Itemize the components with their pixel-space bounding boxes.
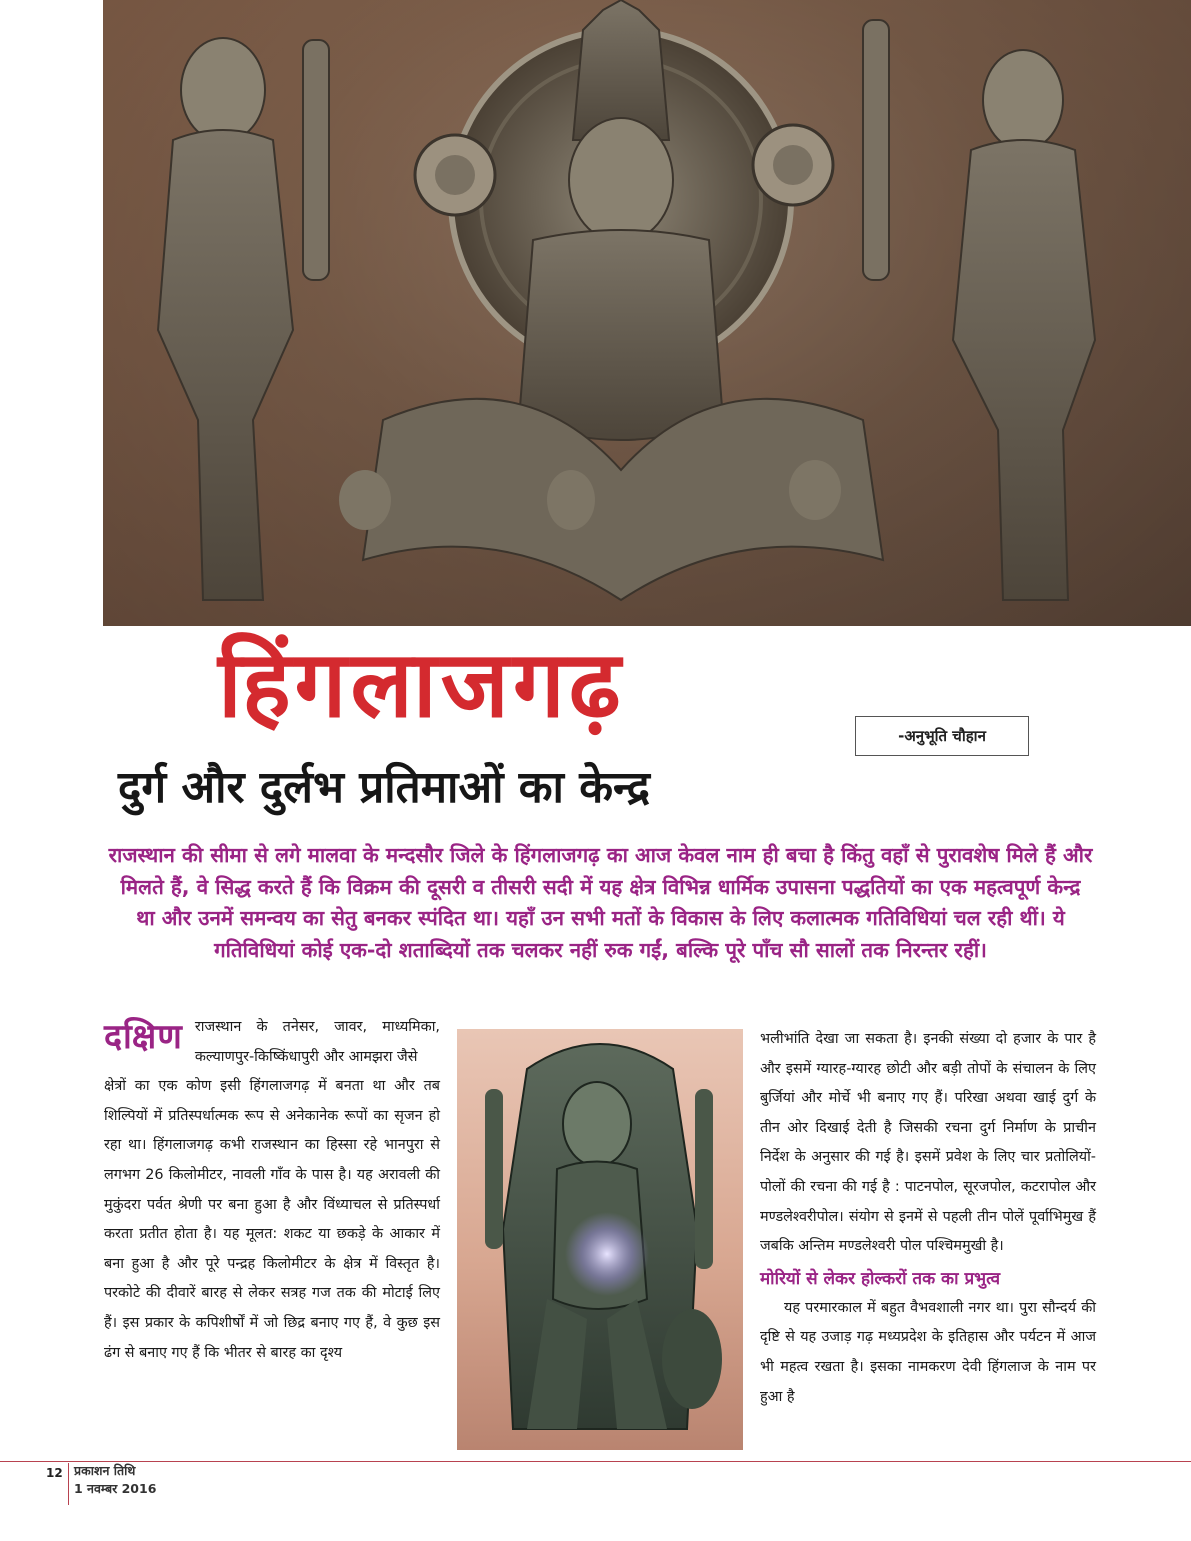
footer-rule [0,1461,1191,1462]
left-column [104,1013,440,1451]
footer-divider [68,1463,69,1505]
left-column-lead: राजस्थान के तनेसर, जावर, माध्यमिका, कल्याणपुर-किष्किंधापुरी और आमझरा जैसे [194,1019,440,1065]
right-column [760,1025,1096,1451]
article-subtitle: दुर्ग और दुर्लभ प्रतिमाओं का केन्द्र [118,762,650,813]
publication-date: 1 नवम्बर 2016 [74,1481,157,1496]
right-column-after-subheading: यह परमारकाल में बहुत वैभवशाली नगर था। पुरा सौन्दर्य की दृष्टि से यह उजाड़ गढ़ मध्यप्रदेश के इतिहास और पर्यटन में आज भी महत्व रखता है। इसका नामकरण देवी हिंगलाज के नाम पर हुआ है [760,1299,1096,1405]
author-name: -अनुभूति चौहान [898,727,986,745]
article-title: हिंगलाजगढ़ [218,631,625,738]
drop-cap-word: दक्षिण [104,1017,183,1057]
right-column-body: भलीभांति देखा जा सकता है। इनकी संख्या दो हजार के पार है और इसमें ग्यारह-ग्यारह छोटी और बड़ी तोपों के संचालन के लिए बुर्जियां और मोर्चे भी बनाए गए हैं। परिखा अथवा खाई दुर्ग के तीन ओर दिखाई देती है जिसकी रचना दुर्ग निर्माण के प्राचीन निर्देश के अनुसार की गई है। इसमें प्रवेश के लिए चार प्रतोलियों-पोलों की रचना की गई है : पाटनपोल, सूरजपोल, कटरापोल और मण्डलेश्वरीपोल। संयोग से इनमें से पहली तीन पोलें पूर्वाभिमुख हैं जबकि अन्तिम मण्डलेश्वरी पोल पश्चिममुखी है। [760,1031,1096,1255]
section-subheading: मोरियों से लेकर होल्करों तक का प्रभुत्व [760,1268,1001,1289]
author-byline [855,716,1029,756]
deity-sculpture-illustration [457,1029,743,1450]
hero-image [103,0,1191,626]
page-number: 12 [46,1466,63,1480]
hero-sculpture-illustration [103,0,1191,626]
footer-publication-info [74,1462,156,1498]
left-column-body: क्षेत्रों का एक कोण इसी हिंगलाजगढ़ में बनता था और तब शिल्पियों में प्रतिस्पर्धात्मक रूप से अनेकानेक रूपों का सृजन हो रहा था। हिंगलाजगढ़ कभी राजस्थान का हिस्सा रहे भानपुरा से लगभग 26 किलोमीटर, नावली गाँव के पास है। यह अरावली की मुकुंदरा पर्वत श्रेणी पर बना हुआ है और विंध्याचल से प्रतिस्पर्धा करता प्रतीत होता है। यह मूलत: शकट या छकड़े के आकार में बना हुआ है और पूरे पन्द्रह किलोमीटर के क्षेत्र में विस्तृत है। परकोटे की दीवारें बारह से लेकर सत्रह गज तक की मोटाई लिए हैं। इस प्रकार के कपिशीर्षों में जो छिद्र बनाए गए हैं, वे कुछ इस ढंग से बनाए गए हैं कि भीतर से बारह का दृश्य [104,1078,440,1361]
publication-label: प्रकाशन तिथि [74,1463,136,1478]
intro-paragraph: राजस्थान की सीमा से लगे मालवा के मन्दसौर जिले के हिंगलाजगढ़ का आज केवल नाम ही बचा है किंतु वहाँ से पुरावशेष मिले हैं और मिलते हैं, वे सिद्ध करते हैं कि विक्रम की दूसरी व तीसरी सदी में यह क्षेत्र विभिन्न धार्मिक उपासना पद्धतियों का एक महत्वपूर्ण केन्द्र था और उनमें समन्वय का सेतु बनकर स्पंदित था। यहाँ उन सभी मतों के विकास के लिए कलात्मक गतिविधियां चल रही थीं। ये गतिविधियां कोई एक-दो शताब्दियों तक चलकर नहीं रुक गईं, बल्कि पूरे पाँच सौ सालों तक निरन्तर रहीं। [108,843,1093,962]
figure-image [457,1029,743,1450]
